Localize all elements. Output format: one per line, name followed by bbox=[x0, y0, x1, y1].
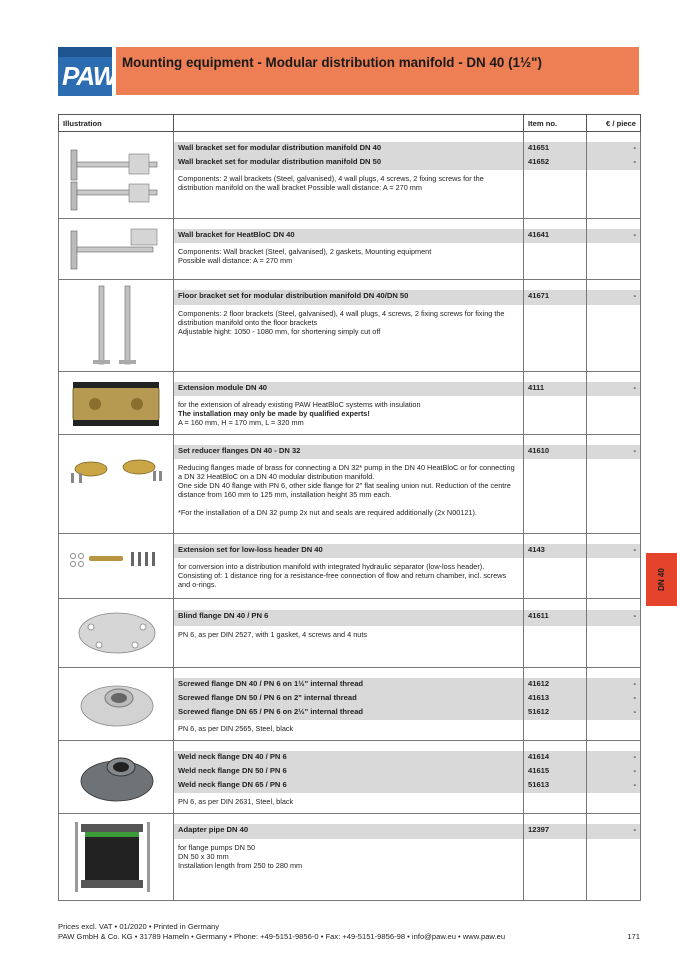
group-spacer bbox=[59, 741, 641, 752]
item-number: 12397 bbox=[524, 824, 587, 838]
item-number: 41652 bbox=[524, 156, 587, 170]
footnote: *For the installation of a DN 32 pump 2x nut and seals are required additionally (2x N00121). bbox=[178, 508, 477, 517]
illustration-extension-module bbox=[59, 372, 174, 435]
reducer-flanges-image bbox=[59, 435, 172, 533]
description: Reducing flanges made of brass for connecting a DN 32* pump in the DN 40 HeatBloC or for connecting a DN 32 HeatBloC on a DN 40 modular distribution manifold. One side DN 40 flange with PN 6, other side flange for 2" flat sealing union nut. Reduction of the centre distance from 160 mm to 125 mm, installation height 35 mm each. *For the installation of a DN 32 pump 2x nut and seals are required additionally (2x N00121). bbox=[174, 459, 524, 534]
item-number: 41651 bbox=[524, 142, 587, 156]
product-name: Blind flange DN 40 / PN 6 bbox=[174, 610, 524, 626]
page-title: Mounting equipment - Modular distribution manifold - DN 40 (1½") bbox=[122, 55, 542, 70]
item-number: 41611 bbox=[524, 610, 587, 626]
item-number: 41613 bbox=[524, 692, 587, 706]
group-spacer bbox=[59, 599, 641, 611]
item-number: 41610 bbox=[524, 445, 587, 459]
price: - bbox=[587, 779, 641, 793]
item-number: 51612 bbox=[524, 706, 587, 720]
product-name: Screwed flange DN 50 / PN 6 on 2" internal thread bbox=[174, 692, 524, 706]
item-number: 41615 bbox=[524, 765, 587, 779]
item-number: 51613 bbox=[524, 779, 587, 793]
product-name: Weld neck flange DN 65 / PN 6 bbox=[174, 779, 524, 793]
group-spacer bbox=[59, 372, 641, 383]
side-tab-label: DN 40 bbox=[657, 568, 666, 591]
price: - bbox=[587, 445, 641, 459]
price: - bbox=[587, 610, 641, 626]
description: PN 6, as per DIN 2631, Steel, black bbox=[174, 793, 524, 814]
col-illustration: Illustration bbox=[59, 115, 174, 132]
col-price: € / piece bbox=[587, 115, 641, 132]
illustration-wall-bracket-set bbox=[59, 132, 174, 219]
price: - bbox=[587, 824, 641, 838]
logo-text: PAW bbox=[62, 61, 117, 91]
group-spacer bbox=[59, 435, 641, 446]
product-name: Floor bracket set for modular distribution manifold DN 40/DN 50 bbox=[174, 290, 524, 304]
extension-module-image bbox=[59, 372, 172, 434]
table-header-row bbox=[59, 115, 641, 132]
wall-bracket-heatbloc-image bbox=[59, 219, 172, 279]
product-name: Set reducer flanges DN 40 - DN 32 bbox=[174, 445, 524, 459]
price: - bbox=[587, 156, 641, 170]
group-spacer bbox=[59, 132, 641, 143]
page-number: 171 bbox=[627, 932, 640, 941]
item-number: 4143 bbox=[524, 544, 587, 558]
price: - bbox=[587, 142, 641, 156]
price: - bbox=[587, 290, 641, 304]
col-description bbox=[174, 115, 524, 132]
product-name: Screwed flange DN 65 / PN 6 on 2½" internal thread bbox=[174, 706, 524, 720]
price: - bbox=[587, 229, 641, 243]
description: for flange pumps DN 50 DN 50 x 30 mm Installation length from 250 to 280 mm bbox=[174, 839, 524, 901]
price: - bbox=[587, 678, 641, 692]
product-name: Screwed flange DN 40 / PN 6 on 1½" internal thread bbox=[174, 678, 524, 692]
title-bar bbox=[116, 47, 639, 95]
illustration-reducer-flanges bbox=[59, 435, 174, 534]
product-name: Wall bracket for HeatBloC DN 40 bbox=[174, 229, 524, 243]
description: Components: 2 floor brackets (Steel, galvanised), 4 wall plugs, 4 screws, 2 fixing screws for fixing the distribution manifold onto the floor brackets Adjustable hight: 1050 - 1080 mm, for shortening simply cut off bbox=[174, 305, 524, 372]
extension-set-image bbox=[59, 534, 172, 598]
group-spacer bbox=[59, 668, 641, 679]
product-name: Weld neck flange DN 40 / PN 6 bbox=[174, 751, 524, 765]
col-item: Item no. bbox=[524, 115, 587, 132]
group-spacer bbox=[59, 534, 641, 545]
price: - bbox=[587, 382, 641, 396]
adapter-pipe-image bbox=[59, 814, 172, 900]
description: for the extension of already existing PAW HeatBloC systems with insulation The installation may only be made by qualified experts! A = 160 mm, H = 170 mm, L = 320 mm bbox=[174, 396, 524, 435]
weld-neck-flange-image bbox=[59, 741, 172, 813]
blind-flange-image bbox=[59, 599, 172, 667]
description: PN 6, as per DIN 2565, Steel, black bbox=[174, 720, 524, 741]
group-spacer bbox=[59, 814, 641, 825]
product-name: Extension module DN 40 bbox=[174, 382, 524, 396]
warning-text: The installation may only be made by qualified experts! bbox=[178, 409, 370, 418]
illustration-floor-bracket bbox=[59, 280, 174, 372]
illustration-wall-bracket-heatbloc bbox=[59, 219, 174, 280]
illustration-weld-neck-flange bbox=[59, 741, 174, 814]
description: Components: 2 wall brackets (Steel, galvanised), 4 wall plugs, 4 screws, 2 fixing screws for the distribution manifold on the wall bracket Possible wall distance: A = 270 mm bbox=[174, 170, 524, 219]
item-number: 41671 bbox=[524, 290, 587, 304]
product-name: Wall bracket set for modular distribution manifold DN 50 bbox=[174, 156, 524, 170]
side-tab[interactable] bbox=[646, 553, 677, 606]
logo-stripe bbox=[58, 47, 112, 57]
page-footer bbox=[58, 922, 640, 942]
item-number: 41641 bbox=[524, 229, 587, 243]
price: - bbox=[587, 692, 641, 706]
footer-line-1: Prices excl. VAT • 01/2020 • Printed in Germany bbox=[58, 922, 220, 931]
price: - bbox=[587, 706, 641, 720]
description: PN 6, as per DIN 2527, with 1 gasket, 4 screws and 4 nuts bbox=[174, 626, 524, 667]
paw-logo bbox=[58, 47, 117, 96]
item-number: 41612 bbox=[524, 678, 587, 692]
footer-line-2: PAW GmbH & Co. KG • 31789 Hameln • Germany • Phone: +49-5151-9856-0 • Fax: +49-5151-9856-98 • info@paw.eu • www.paw.eu bbox=[58, 932, 506, 941]
description: Components: Wall bracket (Steel, galvanised), 2 gaskets, Mounting equipment Possible wall distance: A = 270 mm bbox=[174, 243, 524, 280]
price: - bbox=[587, 751, 641, 765]
group-spacer bbox=[59, 280, 641, 291]
item-number: 41614 bbox=[524, 751, 587, 765]
product-name: Wall bracket set for modular distribution manifold DN 40 bbox=[174, 142, 524, 156]
group-spacer bbox=[59, 219, 641, 230]
floor-bracket-image bbox=[59, 280, 172, 371]
illustration-extension-set bbox=[59, 534, 174, 599]
product-name: Weld neck flange DN 50 / PN 6 bbox=[174, 765, 524, 779]
product-name: Extension set for low-loss header DN 40 bbox=[174, 544, 524, 558]
price: - bbox=[587, 765, 641, 779]
item-number: 4111 bbox=[524, 382, 587, 396]
illustration-adapter-pipe bbox=[59, 814, 174, 901]
illustration-screwed-flange bbox=[59, 668, 174, 741]
price: - bbox=[587, 544, 641, 558]
description: for conversion into a distribution manifold with integrated hydraulic separator (low-loss header). Consisting of: 1 distance ring for a resistance-free connection of flow and return chamber, incl. screws and o-rings. bbox=[174, 558, 524, 599]
product-table bbox=[58, 114, 641, 901]
illustration-blind-flange bbox=[59, 599, 174, 668]
wall-bracket-set-image bbox=[59, 132, 172, 218]
screwed-flange-image bbox=[59, 668, 172, 740]
product-name: Adapter pipe DN 40 bbox=[174, 824, 524, 838]
